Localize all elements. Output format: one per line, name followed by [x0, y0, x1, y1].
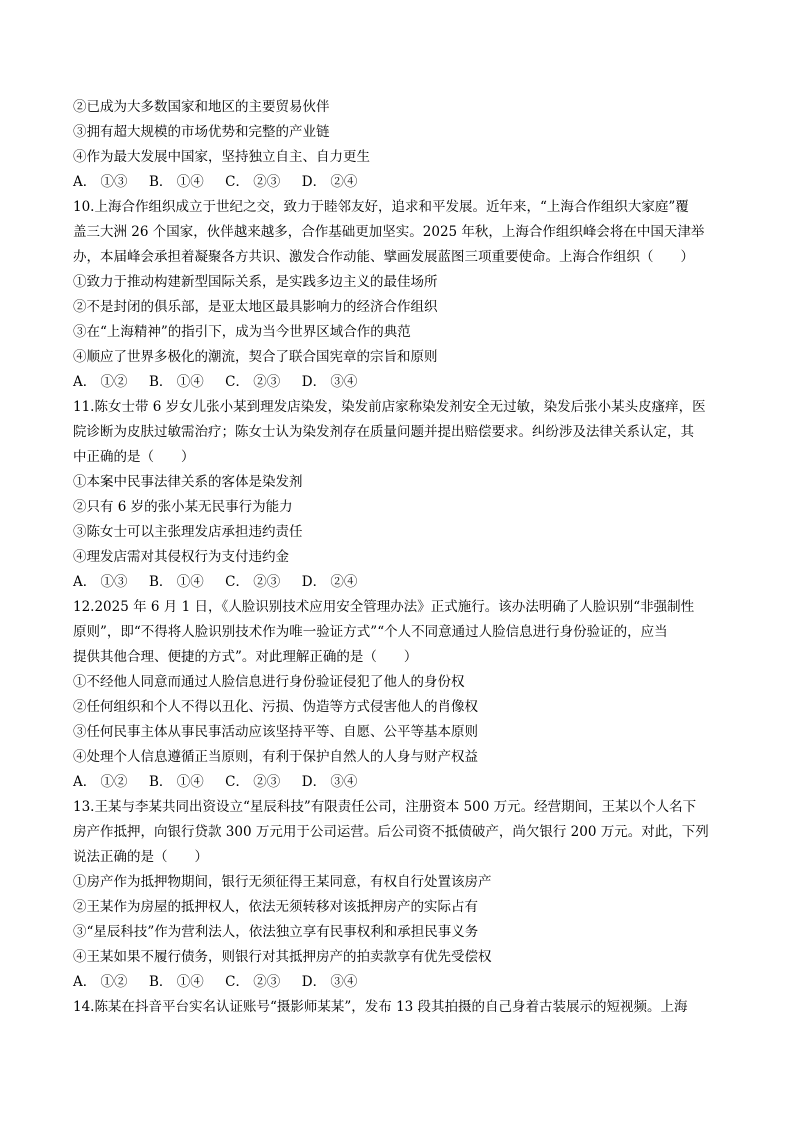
question-14-stem: 14.陈某在抖音平台实名认证账号“摄影师某某”，发布 13 段其拍摄的自己身着古装展示的短视频。上海 — [73, 999, 688, 1015]
text-line: ③在“上海精神”的指引下，成为当今世界区域合作的典范 — [73, 324, 411, 340]
question-13-stem: 13.王某与李某共同出资设立“星辰科技”有限责任公司，注册资本 500 万元。经营期间，王某以个人名下 — [73, 799, 697, 815]
question-12-stem: 提供其他合理、便捷的方式”。对此理解正确的是（ ） — [73, 649, 418, 665]
question-10-stem: 10.上海合作组织成立于世纪之交，致力于睦邻友好，追求和平发展。近年来，“上海合作组织大家庭”覆 — [73, 199, 689, 215]
question-12-stem: 12.2025 年 6 月 1 日，《人脸识别技术应用安全管理办法》正式施行。该办法明确了人脸识别“非强制性 — [73, 599, 695, 615]
text-line: ④王某如果不履行债务，则银行对其抵押房产的拍卖款享有优先受偿权 — [73, 949, 492, 965]
text-line: ③任何民事主体从事民事活动应该坚持平等、自愿、公平等基本原则 — [73, 724, 478, 740]
answer-options: A． ①② B． ①④ C． ②③ D． ③④ — [73, 774, 358, 790]
answer-options: A． ①③ B． ①④ C． ②③ D． ②④ — [73, 174, 358, 190]
answer-options: A． ①③ B． ①④ C． ②③ D． ②④ — [73, 574, 358, 590]
text-line: ②只有 6 岁的张小某无民事行为能力 — [73, 499, 293, 515]
text-line: ①本案中民事法律关系的客体是染发剂 — [73, 474, 303, 490]
question-12-stem: 原则”，即“不得将人脸识别技术作为唯一验证方式”“个人不同意通过人脸信息进行身份验证的，应当 — [73, 624, 668, 640]
text-line: ④顺应了世界多极化的潮流，契合了联合国宪章的宗旨和原则 — [73, 349, 438, 365]
text-line: ②已成为大多数国家和地区的主要贸易伙伴 — [73, 99, 330, 115]
text-line: ②任何组织和个人不得以丑化、污损、伪造等方式侵害他人的肖像权 — [73, 699, 478, 715]
text-line: ④处理个人信息遵循正当原则，有利于保护自然人的人身与财产权益 — [73, 749, 478, 765]
text-line: ③“星辰科技”作为营利法人，依法独立享有民事权利和承担民事义务 — [73, 924, 479, 940]
question-11-stem: 中正确的是（ ） — [73, 449, 195, 465]
text-line: ③拥有超大规模的市场优势和完整的产业链 — [73, 124, 330, 140]
question-11-stem: 院诊断为皮肤过敏需治疗；陈女士认为染发剂存在质量问题并提出赔偿要求。纠纷涉及法律关系认定，其 — [73, 424, 694, 440]
question-11-stem: 11.陈女士带 6 岁女儿张小某到理发店染发，染发前店家称染发剂安全无过敏，染发后张小某头皮瘙痒，医 — [73, 399, 706, 415]
text-line: ③陈女士可以主张理发店承担违约责任 — [73, 524, 303, 540]
text-line: ④理发店需对其侵权行为支付违约金 — [73, 549, 289, 565]
text-line: ②王某作为房屋的抵押权人，依法无须转移对该抵押房产的实际占有 — [73, 899, 478, 915]
text-line: ④作为最大发展中国家，坚持独立自主、自力更生 — [73, 149, 370, 165]
text-line: ①致力于推动构建新型国际关系，是实践多边主义的最佳场所 — [73, 274, 438, 290]
question-13-stem: 说法正确的是（ ） — [73, 849, 208, 865]
text-line: ①不经他人同意而通过人脸信息进行身份验证侵犯了他人的身份权 — [73, 674, 465, 690]
question-10-stem: 盖三大洲 26 个国家，伙伴越来越多，合作基础更加坚实。2025 年秋，上海合作组织峰会将在中国天津举 — [73, 224, 705, 240]
answer-options: A． ①② B． ①④ C． ②③ D． ③④ — [73, 974, 358, 990]
text-line: ②不是封闭的俱乐部，是亚太地区最具影响力的经济合作组织 — [73, 299, 438, 315]
answer-options: A． ①② B． ①④ C． ②③ D． ③④ — [73, 374, 358, 390]
question-10-stem: 办，本届峰会承担着凝聚各方共识、激发合作动能、擘画发展蓝图三项重要使命。上海合作组织（ ） — [73, 249, 694, 265]
question-13-stem: 房产作抵押，向银行贷款 300 万元用于公司运营。后公司资不抵债破产，尚欠银行 200 万元。对此，下列 — [73, 824, 709, 840]
text-line: ①房产作为抵押物期间，银行无须征得王某同意，有权自行处置该房产 — [73, 874, 492, 890]
